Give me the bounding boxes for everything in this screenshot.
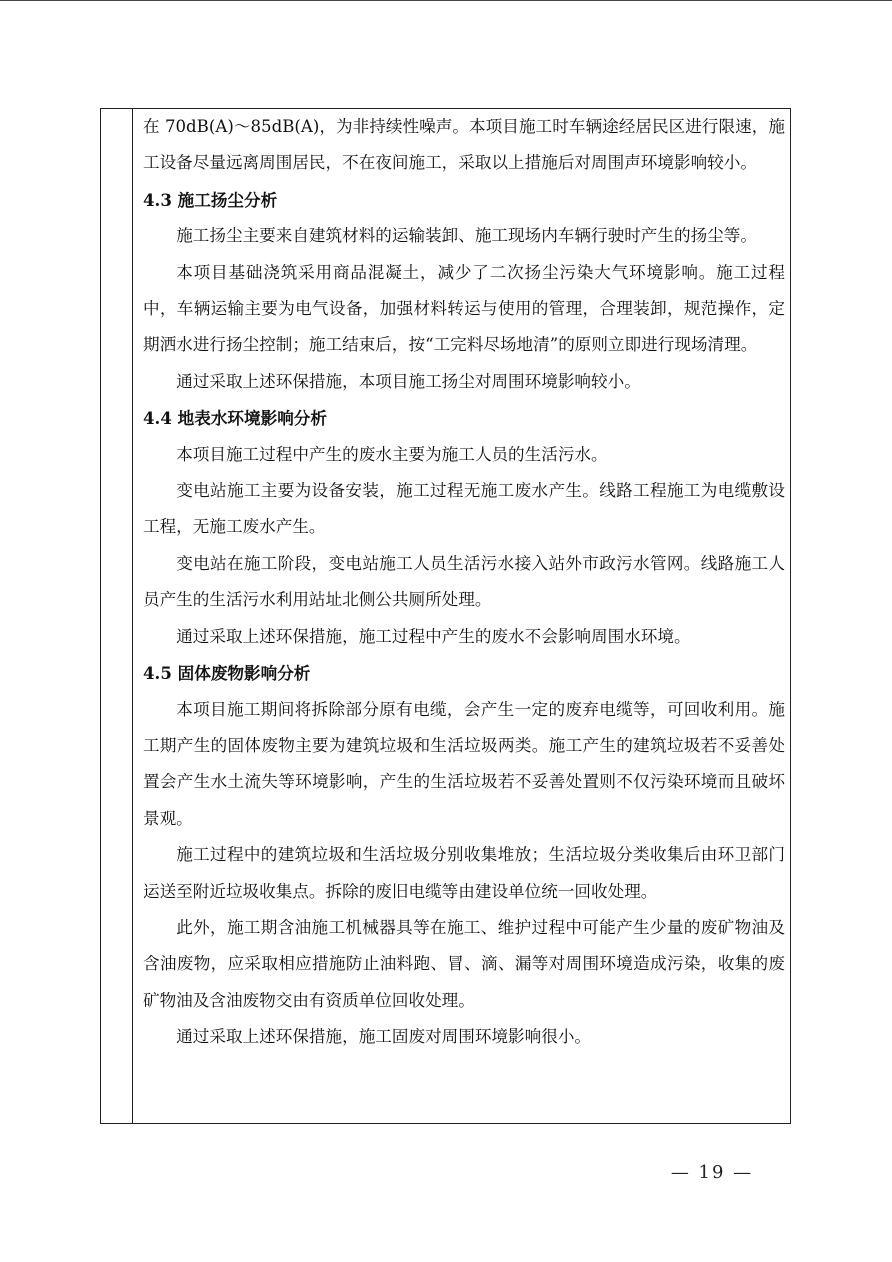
content-table: [100, 108, 791, 1124]
body-paragraph: 变电站施工主要为设备安装，施工过程无施工废水产生。线路工程施工为电缆敷设工程，无施工废水产生。: [143, 481, 785, 537]
body-paragraph: 通过采取上述环保措施，施工过程中产生的废水不会影响周围水环境。: [176, 626, 691, 646]
table-left-column: [101, 109, 133, 1123]
body-paragraph: 此外，施工期含油施工机械器具等在施工、维护过程中可能产生少量的废矿物油及含油废物，应采取相应措施防止油料跑、冒、滴、漏等对周围环境造成污染，收集的废矿物油及含油废物交由有资质单位回收处理。: [143, 917, 785, 1010]
table-content-cell: [143, 109, 785, 1056]
body-paragraph: 本项目施工过程中产生的废水主要为施工人员的生活污水。: [176, 444, 608, 464]
section-heading: 4.3 施工扬尘分析: [143, 189, 278, 210]
section-heading: 4.4 地表水环境影响分析: [143, 408, 327, 429]
top-border-line: [0, 0, 892, 1]
body-paragraph: 通过采取上述环保措施，本项目施工扬尘对周围环境影响较小。: [176, 371, 641, 391]
body-paragraph: 本项目施工期间将拆除部分原有电缆，会产生一定的废弃电缆等，可回收利用。施工期产生的固体废物主要为建筑垃圾和生活垃圾两类。施工产生的建筑垃圾若不妥善处置会产生水土流失等环境影响，产生的生活垃圾若不妥善处置则不仅污染环境而且破坏景观。: [143, 699, 785, 828]
section-heading: 4.5 固体废物影响分析: [143, 663, 311, 684]
body-paragraph: 本项目基础浇筑采用商品混凝土，减少了二次扬尘污染大气环境影响。施工过程中，车辆运输主要为电气设备，加强材料转运与使用的管理，合理装卸，规范操作，定期洒水进行扬尘控制；施工结束后，按“工完料尽场地清”的原则立即进行现场清理。: [143, 262, 785, 355]
body-paragraph: 变电站在施工阶段，变电站施工人员生活污水接入站外市政污水管网。线路施工人员产生的生活污水利用站址北侧公共厕所处理。: [143, 553, 785, 610]
body-paragraph: 施工扬尘主要来自建筑材料的运输装卸、施工现场内车辆行驶时产生的扬尘等。: [176, 226, 757, 246]
body-paragraph: 施工过程中的建筑垃圾和生活垃圾分别收集堆放；生活垃圾分类收集后由环卫部门运送至附近垃圾收集点。拆除的废旧电缆等由建设单位统一回收处理。: [143, 845, 785, 901]
page-number: — 19 —: [670, 1162, 754, 1183]
body-paragraph: 在 70dB(A)～85dB(A)，为非持续性噪声。本项目施工时车辆途经居民区进行限速，施工设备尽量远离周围居民，不在夜间施工，采取以上措施后对周围声环境影响较小。: [143, 117, 785, 173]
body-paragraph: 通过采取上述环保措施，施工固废对周围环境影响很小。: [176, 1027, 592, 1047]
